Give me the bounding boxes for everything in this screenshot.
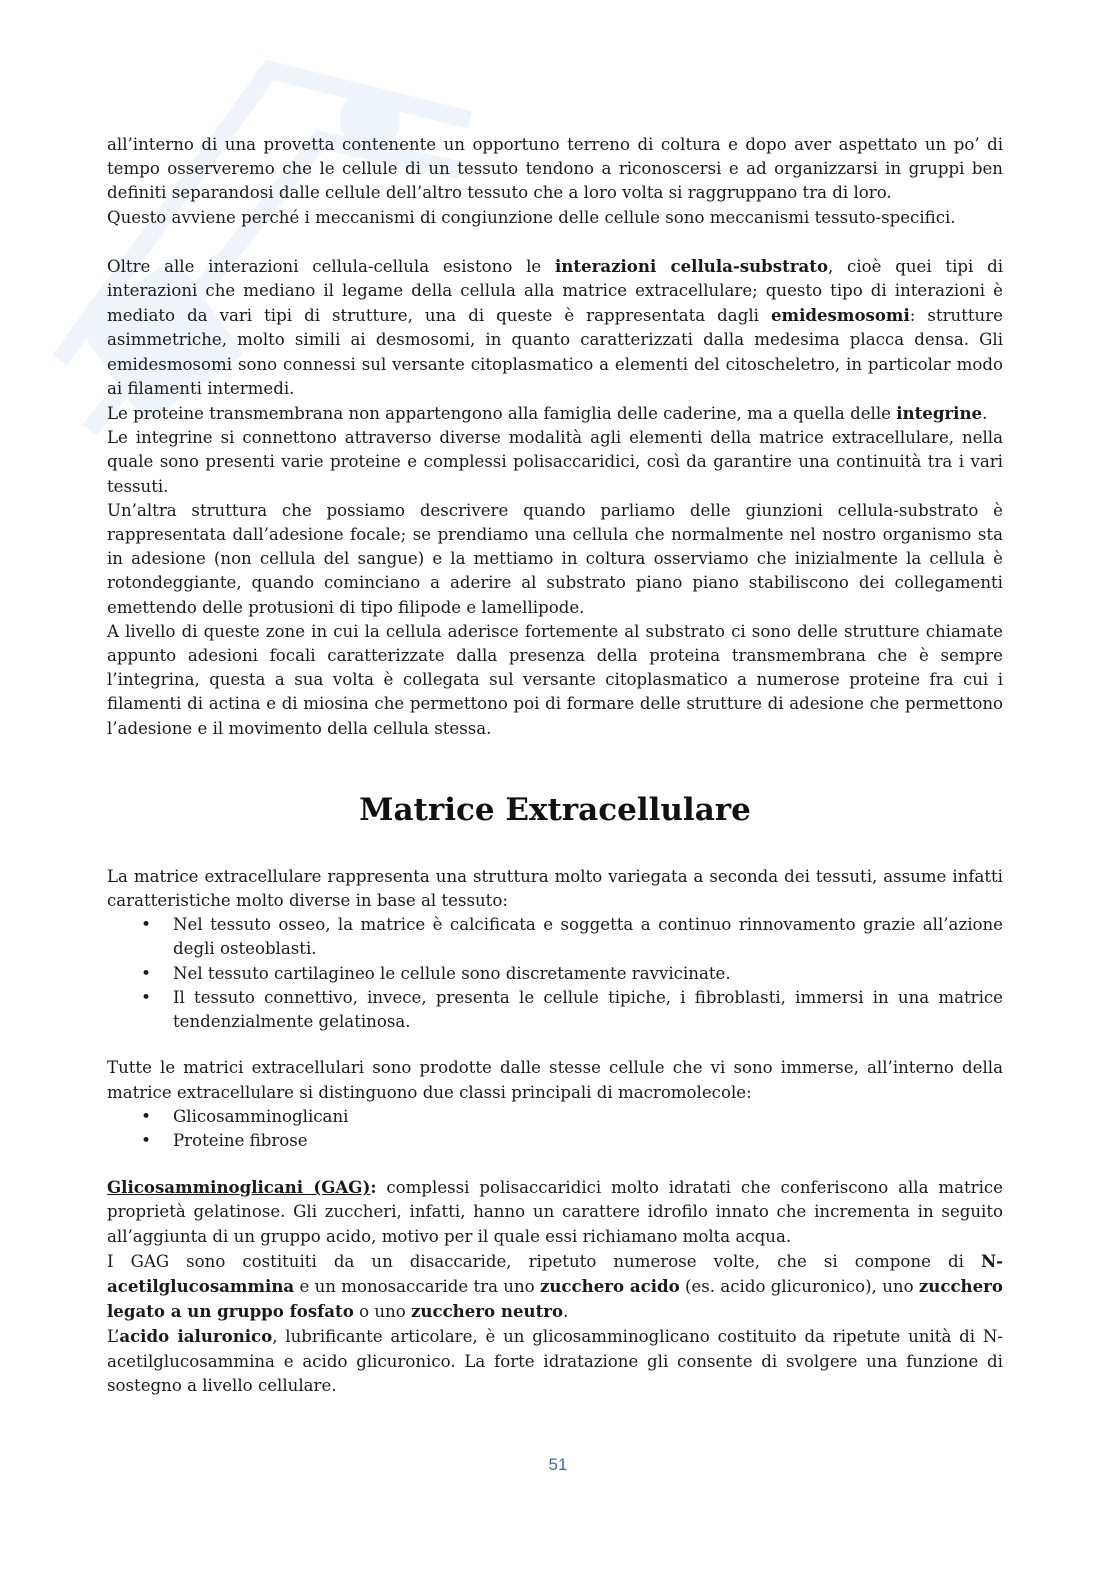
list-item: • Nel tessuto osseo, la matrice è calcificata e soggetta a continuo rinnovamento grazie all’azione degli osteoblasti. [173,913,1003,961]
paragraph-acido-ialuronico [107,1324,1003,1398]
bold-term: zucchero acido [539,1275,680,1296]
text: o uno [353,1302,411,1322]
text: (es. acido glicuronico), uno [679,1276,919,1296]
paragraph: all’interno di una provetta contenente un opportuno terreno di coltura e dopo aver aspettato un po’ di tempo osserveremo che le cellule di un tessuto tendono a riconoscersi e ad organizzarsi in gruppi ben definiti separandosi dalle cellule dell’altro tessuto che a loro volta si raggruppano tra di loro. [107,135,1003,203]
text: , lubrificante articolare, è un glicosamminoglicano costituito da ripetute unità di N-acetilglucosammina e acido glicuronico. La forte idratazione gli consente di svolgere una funzione di sostegno a livello cellulare. [107,1327,1003,1395]
bold-term: N-acetilglucosammina [107,1250,1003,1296]
text: . [563,1302,569,1322]
text: : [370,1177,377,1198]
section-heading: Matrice Extracellulare [359,791,751,828]
bold-term: integrine [896,403,983,424]
list-item: • Glicosamminoglicani [173,1105,1003,1129]
text: L’ [107,1327,120,1347]
paragraph-interazioni [107,254,1003,401]
paragraph: Le integrine si connettono attraverso diverse modalità agli elementi della matrice extracellulare, nella quale sono presenti varie proteine e complessi polisaccaridici, così da garantire una continuità tra i vari tessuti. [107,428,1003,496]
bold-term: zucchero legato a un gruppo fosfato [107,1275,1003,1322]
paragraph: Tutte le matrici extracellulari sono prodotte dalle stesse cellule che vi sono immerse, all’interno della matrice extracellulare si distinguono due classi principali di macromolecole: [107,1058,1003,1102]
text: e un monosaccaride tra uno [294,1276,540,1296]
text: complessi polisaccaridici molto idratati che conferiscono alla matrice proprietà gelatinose. Gli zuccheri, infatti, hanno un carattere idrofilo innato che incrementa in seguito all’aggiunta di un gruppo acido, motivo per il quale essi richiamano molta acqua. [107,1178,1004,1246]
paragraph: Questo avviene perché i meccanismi di congiunzione delle cellule sono meccanismi tessuto-specifici. [107,207,956,227]
paragraph: Un’altra struttura che possiamo descrivere quando parliamo delle giunzioni cellula-substrato è rappresentata dall’adesione focale; se prendiamo una cellula che normalmente nel nostro organismo sta in adesione (non cellula del sangue) e la mettiamo in coltura osserviamo che inizialmente la cellula è rotondeggiante, quando cominciano a aderire al substrato piano piano stabiliscono dei collegamenti emettendo delle protusioni di tipo filipode e lamellipode. [107,500,1003,617]
bold-term: acido ialuronico [119,1326,273,1347]
text: : strutture asimmetriche, molto simili ai desmosomi, in quanto caratterizzati dalla medesima placca densa. Gli emidesmosomi sono connessi sul versante citoplasmatico a elementi del citoscheletro, in particolar modo ai filamenti intermedi. [107,306,1003,398]
list-item: • Il tessuto connettivo, invece, presenta le cellule tipiche, i fibroblasti, immersi in una matrice tendenzialmente gelatinosa. [173,986,1003,1034]
text: , cioè quei tipi di interazioni che mediano il legame della cellula alla matrice extracellulare; questo tipo di interazioni è mediato da vari tipi di strutture, una di queste è rappresentata dagli [107,256,1004,326]
list-item: • Proteine fibrose [173,1129,1003,1153]
paragraph-gag [107,1175,1003,1249]
text: I GAG sono costituiti da un disaccaride, ripetuto numerose volte, che si compone di [107,1251,981,1271]
paragraph-gag-composition [107,1249,1003,1325]
text: Oltre alle interazioni cellula-cellula esistono le [107,256,555,276]
bullet-list [107,1105,1003,1153]
bold-term: emidesmosomi [770,305,910,326]
page-content [107,133,1003,1398]
list-item: • Nel tessuto cartilagineo le cellule sono discretamente ravvicinate. [173,962,1003,986]
paragraph: A livello di queste zone in cui la cellula aderisce fortemente al substrato ci sono delle strutture chiamate appunto adesioni focali caratterizzate dalla presenza della proteina transmembrana che è sempre l’integrina, questa a sua volta è collegata sul versante citoplasmatico a numerose proteine fra cui i filamenti di actina e di miosina che permettono poi di formare delle strutture di adesione che permettono l’adesione e il movimento della cellula stessa. [107,621,1003,738]
paragraph-integrine [107,401,1003,426]
bold-term: interazioni cellula-substrato [555,255,829,276]
text: Le proteine transmembrana non appartengono alla famiglia delle caderine, ma a quella delle [107,404,897,424]
bullet-list [107,913,1003,1034]
gag-label: Glicosamminoglicani (GAG) [107,1177,371,1198]
bold-term: zucchero neutro [410,1301,564,1322]
page-number: 51 [548,1455,568,1474]
text: . [982,404,988,424]
paragraph: La matrice extracellulare rappresenta una struttura molto variegata a seconda dei tessuti, assume infatti caratteristiche molto diverse in base al tessuto: [107,866,1003,911]
